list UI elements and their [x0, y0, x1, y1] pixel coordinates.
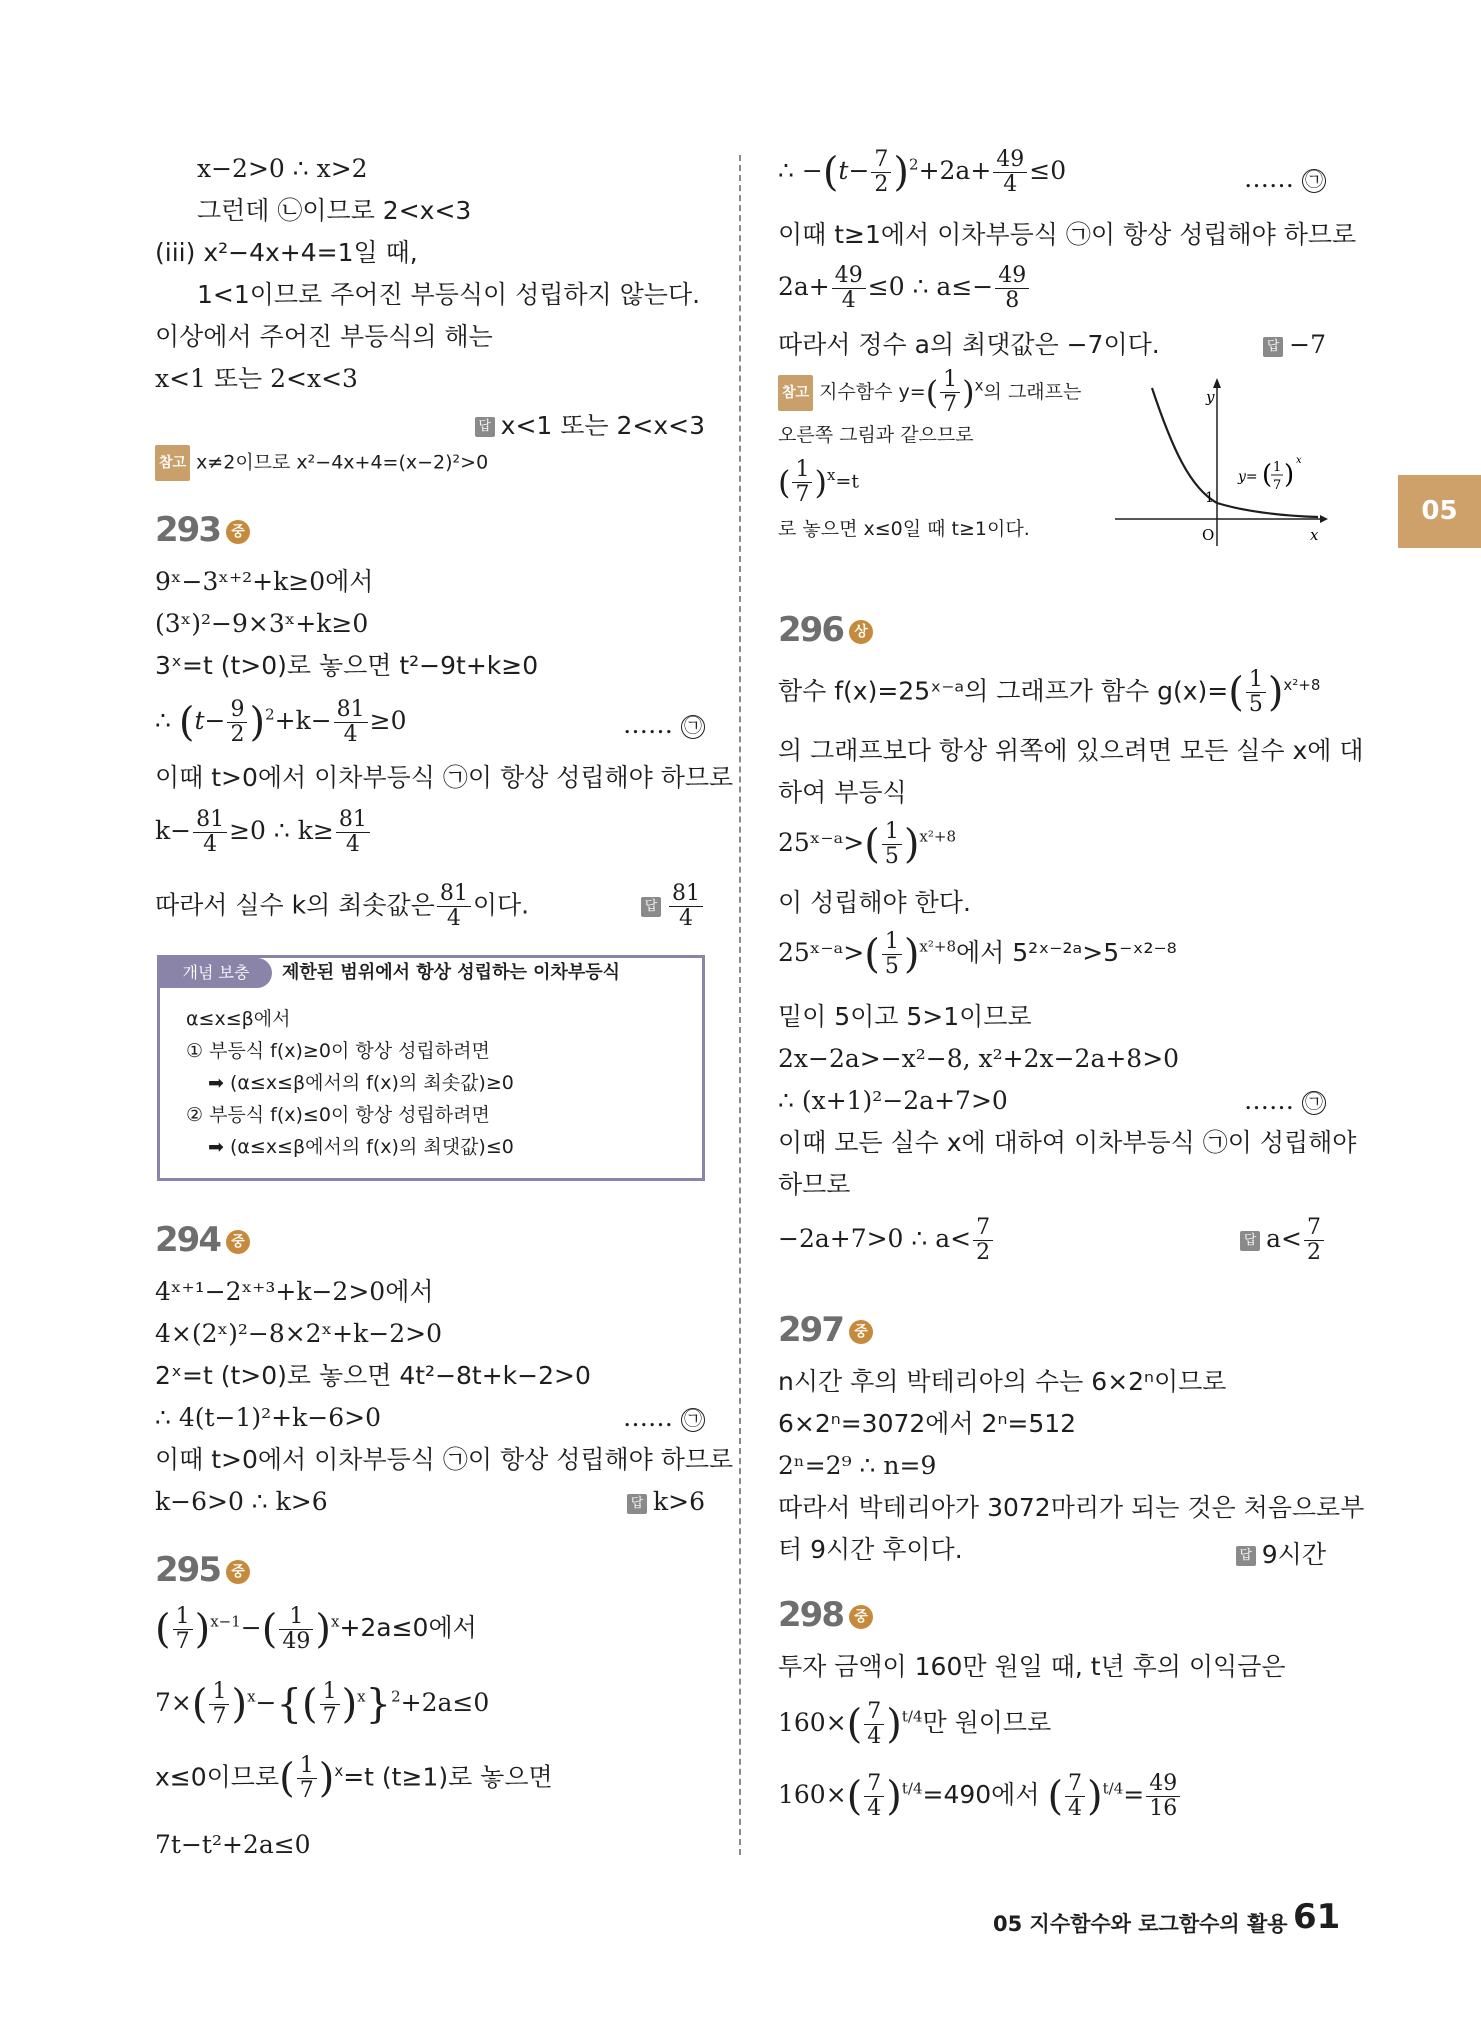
problem-number-text: 295 — [155, 1550, 220, 1590]
answer — [1236, 1535, 1326, 1571]
origin-label: O — [1202, 526, 1215, 544]
text-line: 투자 금액이 160만 원일 때, t년 후의 이익금은 — [778, 1652, 1286, 1681]
concept-box — [157, 955, 705, 1181]
reference-note: 참고 지수함수 y=( $\frac{1}{7}$ )$^x$의 그래프는 — [778, 368, 1081, 417]
concept-line: ② 부등식 f(x)≤0이 항상 성립하려면 — [186, 1104, 490, 1126]
text-line: 2x−2a>−x²−8, x²+2x−2a+8>0 — [778, 1044, 1180, 1073]
concept-title: 제한된 범위에서 항상 성립하는 이차부등식 — [282, 962, 621, 983]
answer — [475, 406, 705, 442]
text-line: 이때 t≥1에서 이차부등식 ㉠이 항상 성립해야 하므로 — [778, 220, 1357, 249]
problem-number — [155, 1550, 250, 1590]
text-line: 하므로 — [778, 1170, 851, 1199]
x-axis-label: x — [1310, 526, 1319, 544]
text-line: 이때 모든 실수 x에 대하여 이차부등식 ㉠이 성립해야 — [778, 1128, 1357, 1157]
equation-mark: …… ㉠ — [1244, 164, 1326, 193]
answer-label: 답 — [1236, 1546, 1256, 1566]
curve-label-paren: ( — [1262, 460, 1273, 490]
mark-symbol: ㉠ — [681, 715, 705, 739]
text-line: 이 성립해야 한다. — [778, 888, 971, 917]
text-line: x<1 또는 2<x<3 — [155, 364, 358, 393]
text-line: 4ˣ⁺¹−2ˣ⁺³+k−2>0에서 — [155, 1277, 434, 1306]
exponential-graph — [1110, 378, 1330, 548]
text-line: 2ⁿ=2⁹ ∴ n=9 — [778, 1451, 937, 1480]
fraction: $\frac{81}{4}$ — [334, 698, 368, 747]
problem-number-text: 296 — [778, 610, 843, 650]
fraction: $\frac{81}{4}$ — [669, 882, 703, 931]
text-line: k−6>0 ∴ k>6 — [155, 1487, 328, 1516]
answer-label: 답 — [1240, 1231, 1260, 1251]
equation-line: x≤0이므로( $\frac{1}{7}$ )$^x$=t (t≥1)로 놓으면 — [155, 1753, 553, 1803]
problem-number — [155, 510, 250, 550]
column-divider — [739, 155, 741, 1855]
curve — [1152, 388, 1318, 517]
text-line: 의 그래프보다 항상 위쪽에 있으려면 모든 실수 x에 대 — [778, 736, 1364, 765]
problem-number-text: 293 — [155, 510, 220, 550]
curve-label-num: 1 — [1273, 460, 1282, 475]
text-line — [155, 236, 418, 270]
chapter-tab: 05 — [1398, 475, 1481, 548]
paren: ( — [178, 699, 195, 746]
text-line: ∴ 4(t−1)²+k−6>0 — [155, 1403, 381, 1432]
concept-tag: 개념 보충 — [160, 958, 272, 988]
answer — [627, 1487, 705, 1516]
level-badge: 중 — [226, 1230, 250, 1254]
problem-number-text: 297 — [778, 1310, 843, 1350]
curve-label-paren: ) — [1284, 460, 1295, 490]
problem-number-text: 294 — [155, 1220, 220, 1260]
concept-line: ① 부등식 f(x)≥0이 항상 성립하려면 — [186, 1040, 490, 1062]
answer-label: 답 — [475, 417, 495, 437]
footer-title: 05 지수함수와 로그함수의 활용 — [993, 1912, 1288, 1936]
text-line: 그런데 ㉡이므로 2<x<3 — [197, 196, 472, 225]
concept-header — [160, 958, 702, 992]
problem-number-text: 298 — [778, 1595, 843, 1635]
page-number: 61 — [1293, 1897, 1341, 1937]
problem-number — [155, 1220, 250, 1260]
therefore: ∴ — [155, 706, 171, 735]
text-line: 7t−t²+2a≤0 — [155, 1830, 311, 1859]
curve-label: y= — [1238, 469, 1258, 485]
text-line: 이때 t>0에서 이차부등식 ㉠이 항상 성립해야 하므로 — [155, 763, 734, 792]
answer-value: 9시간 — [1261, 1540, 1326, 1569]
y-axis-label: y — [1206, 388, 1215, 406]
equation-line: ∴ −(t− $\frac{7}{2}$ )$^2$+2a+ $\frac{49}{4}$ ≤0 — [778, 147, 1067, 197]
answer-label: 답 — [1263, 337, 1283, 357]
level-badge: 중 — [849, 1605, 873, 1629]
case-text: x²−4x+4=1일 때, — [203, 238, 418, 267]
reference-line: ( $\frac{1}{7}$ )$^x$=t — [778, 457, 859, 507]
text-line: 이상에서 주어진 부등식의 해는 — [155, 322, 493, 351]
mark-symbol: ㉠ — [1302, 1091, 1326, 1115]
answer-value: k>6 — [652, 1487, 705, 1516]
reference-label: 참고 — [778, 375, 813, 411]
reference-text: x≠2이므로 x²−4x+4=(x−2)²>0 — [196, 451, 489, 474]
text-line: 따라서 실수 k의 최솟값은 $\frac{81}{4}$ 이다. — [155, 881, 530, 931]
answer-label: 답 — [627, 1494, 647, 1514]
answer-value: x<1 또는 2<x<3 — [500, 411, 705, 440]
equation-line: 7×( $\frac{1}{7}$ )$^x$−{( $\frac{1}{7}$ )$^x$}$^2$+2a≤0 — [155, 1679, 490, 1729]
y-intercept-label: 1 — [1205, 490, 1214, 506]
text-line: 하여 부등식 — [778, 778, 907, 807]
reference-line: 오른쪽 그림과 같으므로 — [778, 424, 974, 446]
equation-line: ∴ (t− $\frac{9}{2}$ )$^2$+k− $\frac{81}{4}$ ≥0 — [155, 697, 407, 747]
case-label: (iii) — [155, 238, 196, 267]
problem-number — [778, 1595, 873, 1635]
text-line: 따라서 정수 a의 최댓값은 −7이다. — [778, 330, 1160, 359]
equation-line: 25ˣ⁻ᵃ>( $\frac{1}{5}$ )$^{x^2+8}$ — [778, 819, 957, 869]
text-line: 터 9시간 후이다. — [778, 1535, 963, 1564]
text-line: 따라서 박테리아가 3072마리가 되는 것은 처음으로부 — [778, 1493, 1365, 1522]
level-badge: 중 — [226, 520, 250, 544]
level-badge: 상 — [849, 620, 873, 644]
reference-note — [155, 445, 488, 481]
equation-mark: …… ㉠ — [1244, 1086, 1326, 1115]
text-line: 3ˣ=t (t>0)로 놓으면 t²−9t+k≥0 — [155, 651, 539, 680]
text-line: 4×(2ˣ)²−8×2ˣ+k−2>0 — [155, 1319, 442, 1348]
answer-label: 답 — [641, 897, 661, 917]
equation-line: k− $\frac{81}{4}$ ≥0 ∴ k≥ $\frac{81}{4}$ — [155, 808, 372, 857]
text-line: (3ˣ)²−9×3ˣ+k≥0 — [155, 609, 369, 638]
level-badge: 중 — [849, 1320, 873, 1344]
fraction: $\frac{81}{4}$ — [437, 882, 471, 931]
problem-number — [778, 1310, 873, 1350]
equation-line: −2a+7>0 ∴ a< $\frac{7}{2}$ — [778, 1216, 995, 1265]
reference-label: 참고 — [155, 445, 190, 481]
text-line: 밑이 5이고 5>1이므로 — [778, 1002, 1032, 1031]
fraction: $\frac{81}{4}$ — [336, 808, 370, 857]
equation-line: 160×( $\frac{7}{4}$ )$^{t/4}$만 원이므로 — [778, 1699, 1052, 1749]
reference-line: 로 놓으면 x≤0일 때 t≥1이다. — [778, 518, 1030, 540]
concept-line: α≤x≤β에서 — [186, 1008, 291, 1030]
equation-mark: …… ㉠ — [623, 710, 705, 739]
text-line: 이때 t>0에서 이차부등식 ㉠이 항상 성립해야 하므로 — [155, 1445, 734, 1474]
mark-symbol: ㉠ — [1302, 169, 1326, 193]
answer — [641, 882, 705, 931]
equation-mark: …… ㉠ — [623, 1403, 705, 1432]
text-line: 6×2ⁿ=3072에서 2ⁿ=512 — [778, 1409, 1077, 1438]
fraction: $\frac{81}{4}$ — [193, 808, 227, 857]
answer: 답 a< $\frac{7}{2}$ — [1240, 1216, 1326, 1265]
fraction: $\frac{9}{2}$ — [227, 698, 247, 747]
equation-line: 함수 f(x)=25ˣ⁻ᵃ의 그래프가 함수 g(x)=( $\frac{1}{5}$ )$^{x^2+8}$ — [778, 667, 1321, 717]
curve-label-exp: x — [1296, 455, 1302, 466]
text-line: n시간 후의 박테리아의 수는 6×2ⁿ이므로 — [778, 1367, 1227, 1396]
curve-label-den: 7 — [1273, 478, 1282, 493]
concept-line: ➡ (α≤x≤β에서의 f(x)의 최솟값)≥0 — [208, 1072, 514, 1094]
problem-number — [778, 610, 873, 650]
equation-line: ( $\frac{1}{7}$ )$^{x-1}$−( $\frac{1}{49}$ )$^x$+2a≤0에서 — [155, 1604, 477, 1654]
x-axis-arrow — [1320, 515, 1328, 523]
answer-value: −7 — [1289, 330, 1326, 359]
y-axis-arrow — [1213, 378, 1221, 388]
text-line: 1<1이므로 주어진 부등식이 성립하지 않는다. — [197, 280, 701, 309]
text-line: x−2>0 ∴ x>2 — [197, 154, 368, 183]
mark-symbol: ㉠ — [681, 1408, 705, 1432]
concept-line: ➡ (α≤x≤β에서의 f(x)의 최댓값)≤0 — [208, 1136, 514, 1158]
text-line: 2ˣ=t (t>0)로 놓으면 4t²−8t+k−2>0 — [155, 1361, 591, 1390]
equation-line: 160×( $\frac{7}{4}$ )$^{t/4}$=490에서 ( $\frac{7}{4}$ )$^{t/4}$= $\frac{49}{16}$ — [778, 1772, 1182, 1821]
level-badge: 중 — [226, 1560, 250, 1584]
answer — [1263, 330, 1326, 359]
equation-line: 25ˣ⁻ᵃ>( $\frac{1}{5}$ )$^{x^2+8}$에서 5²ˣ⁻²ᵃ>5⁻ˣ²⁻⁸ — [778, 929, 1177, 979]
text-line: ∴ (x+1)²−2a+7>0 — [778, 1086, 1008, 1115]
equation-line: 2a+ $\frac{49}{4}$ ≤0 ∴ a≤− $\frac{49}{8}$ — [778, 264, 1031, 313]
text-line: 9ˣ−3ˣ⁺²+k≥0에서 — [155, 567, 374, 596]
